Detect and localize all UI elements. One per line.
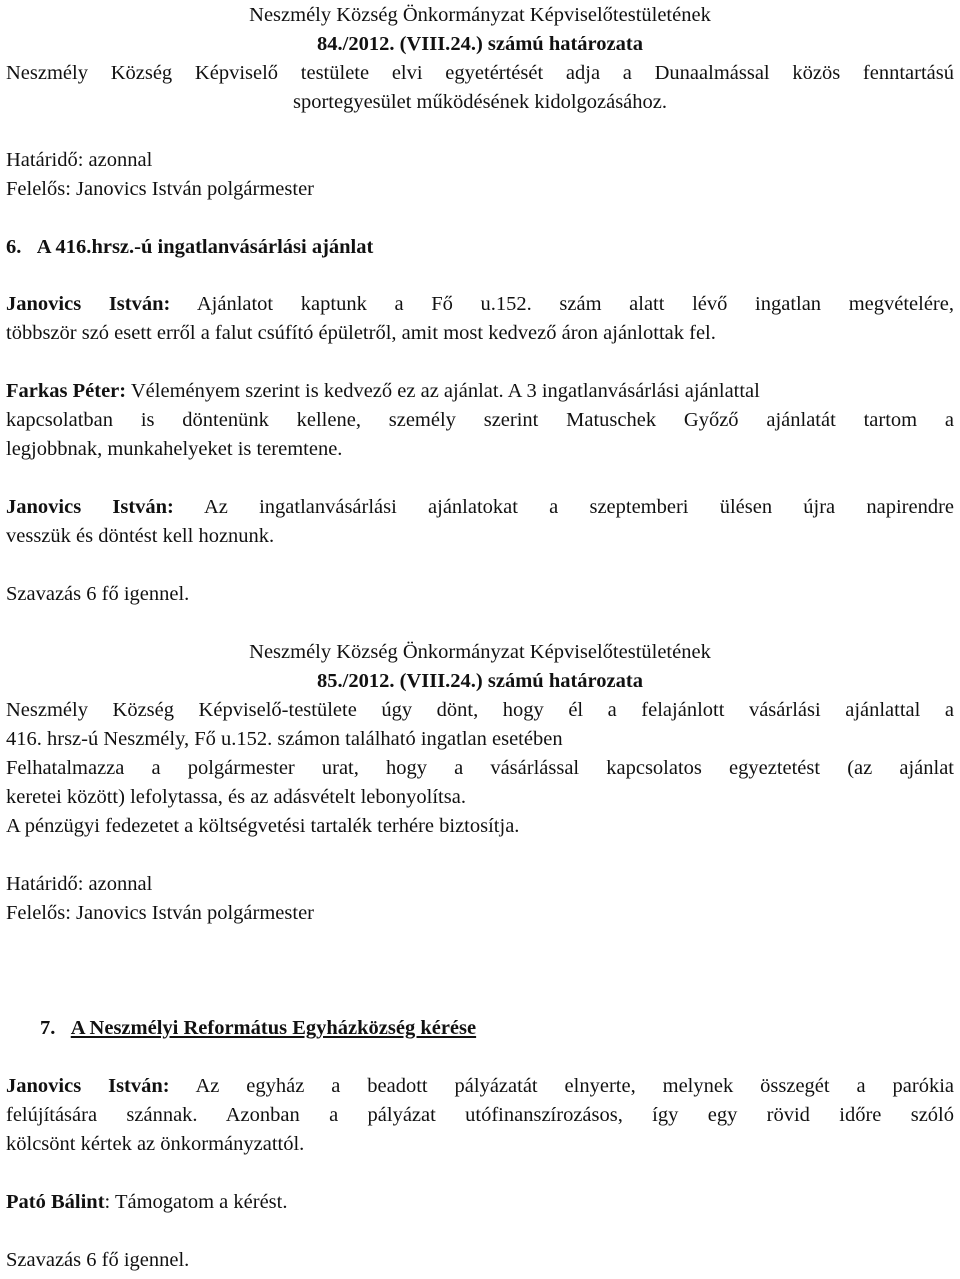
- speaker-name: Janovics István:: [6, 293, 171, 315]
- item-7-heading: [40, 1014, 940, 1043]
- item-6-paragraph-2-line: kapcsolatban is döntenünk kellene, személy szerint Matuschek Győző ajánlatát tartom a: [6, 409, 954, 431]
- speech-text: : Támogatom a kérést.: [104, 1191, 288, 1213]
- decision-84-text-line: Neszmély Község Képviselő testülete elvi egyetértését adja a Dunaalmással közös fenntartású: [6, 62, 954, 84]
- speech-text: Az ingatlanvásárlási ajánlatokat a szeptemberi ülésen újra napirendre: [203, 496, 954, 518]
- speech-text: Az egyház a beadott pályázatát elnyerte, melynek összegét a parókia: [195, 1075, 955, 1097]
- speaker-name: Janovics István:: [6, 1075, 170, 1097]
- item-6-paragraph-3-line: [6, 493, 954, 522]
- decision-85-text-line: 416. hrsz-ú Neszmély, Fő u.152. számon található ingatlan esetében: [6, 728, 563, 750]
- decision-85-number: 85./2012. (VIII.24.) számú határozata: [317, 670, 643, 692]
- item-6-paragraph-2-line: legjobbnak, munkahelyeket is teremtene.: [6, 438, 343, 460]
- item-6-paragraph-1-line: többször szó esett erről a falut csúfító épületről, amit most kedvező áron ajánlottak fel.: [6, 322, 716, 344]
- speaker-name: Farkas Péter:: [6, 380, 127, 402]
- item-7-title: A Neszmélyi Református Egyházközség kérése: [70, 1017, 477, 1039]
- item-6-vote: Szavazás 6 fő igennel.: [6, 583, 190, 605]
- item-7-vote: Szavazás 6 fő igennel.: [6, 1249, 190, 1271]
- decision-85-text-line: keretei között) lefolytassa, és az adásvételt lebonyolítsa.: [6, 786, 466, 808]
- item-7-paragraph-1-line: [6, 1072, 954, 1101]
- decision-85-text-line: Neszmély Község Képviselő-testülete úgy dönt, hogy él a felajánlott vásárlási ajánlattal a: [6, 699, 954, 721]
- item-7-number: 7.: [40, 1017, 56, 1039]
- item-7-paragraph-1-line: felújítására szánnak. Azonban a pályázat utófinanszírozásos, így egy rövid időre szóló: [6, 1104, 954, 1126]
- item-6-paragraph-3-line: vesszük és döntést kell hoznunk.: [6, 525, 275, 547]
- speech-text: Ajánlatot kaptunk a Fő u.152. szám alatt lévő ingatlan megvételére,: [196, 293, 954, 315]
- decision-84-responsible: Felelős: Janovics István polgármester: [6, 178, 315, 200]
- decision-85-text-line: Felhatalmazza a polgármester urat, hogy a vásárlással kapcsolatos egyeztetést (az ajánlat: [6, 757, 954, 779]
- item-6-title-part: -ú ingatlanvásárlási ajánlat: [134, 236, 374, 258]
- decision-84-number-part: 24.) számú határozata: [450, 33, 643, 55]
- decision-84-council: Neszmély Község Önkormányzat Képviselőtestületének: [249, 4, 711, 26]
- decision-84-deadline: Határidő: azonnal: [6, 149, 153, 171]
- item-6-title-part: A 416.: [36, 236, 92, 258]
- decision-84-text-line: sportegyesület működésének kidolgozásához.: [292, 91, 668, 113]
- item-7-paragraph-1-line: kölcsönt kértek az önkormányzattól.: [6, 1133, 305, 1155]
- item-6-paragraph-1-line: [6, 290, 954, 319]
- speaker-name: Janovics István:: [6, 496, 174, 518]
- speaker-name: Pató Bálint: [6, 1191, 105, 1213]
- item-6-title-part: hrsz.: [91, 236, 135, 258]
- decision-85-text-line: A pénzügyi fedezetet a költségvetési tartalék terhére biztosítja.: [6, 815, 520, 837]
- item-6-number: 6.: [6, 236, 22, 258]
- decision-85-deadline: Határidő: azonnal: [6, 873, 153, 895]
- item-6-heading: [6, 233, 954, 262]
- speech-text: Véleményem szerint is kedvező ez az ajánlat. A 3 ingatlanvásárlási ajánlattal: [130, 380, 760, 402]
- decision-85-council: Neszmély Község Önkormányzat Képviselőtestületének: [249, 641, 711, 663]
- decision-85-responsible: Felelős: Janovics István polgármester: [6, 902, 315, 924]
- decision-84-number: [6, 30, 954, 59]
- item-6-paragraph-2-line: [6, 377, 954, 406]
- decision-84-number-part: 84./2012. (VIII.: [317, 33, 451, 55]
- item-7-paragraph-2-line: [6, 1188, 954, 1217]
